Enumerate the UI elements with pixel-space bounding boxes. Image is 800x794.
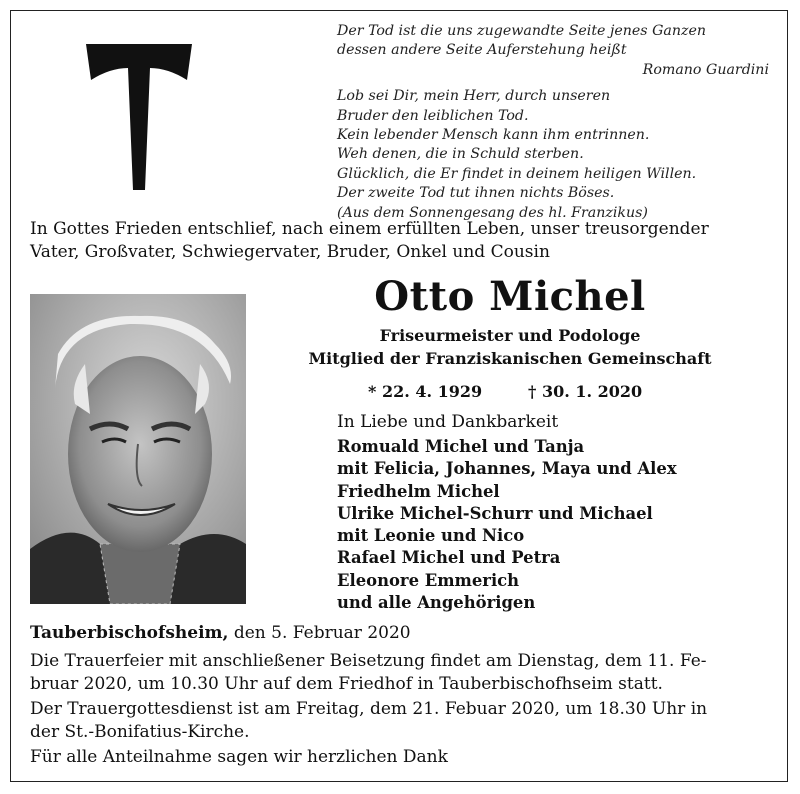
family-member: und alle Angehörigen xyxy=(337,593,536,613)
canticle-line: Lob sei Dir, mein Herr, durch unseren xyxy=(337,88,611,105)
thanks-line: Für alle Anteilnahme sagen wir herzlichen Dank xyxy=(30,747,448,767)
service-line: Der Trauergottesdienst ist am Freitag, dem 21. Febuar 2020, um 18.30 Uhr in xyxy=(30,699,708,719)
place-name: Tauberbischofsheim, xyxy=(30,623,229,643)
dank-line: In Liebe und Dankbarkeit xyxy=(337,412,559,432)
canticle-line: Bruder den leiblichen Tod. xyxy=(337,107,529,124)
canticle-source: (Aus dem Sonnengesang des hl. Franzikus) xyxy=(337,204,648,221)
intro-line: In Gottes Frieden entschlief, nach einem erfüllten Leben, unser treusorgender xyxy=(30,219,709,239)
family-member: mit Felicia, Johannes, Maya und Alex xyxy=(337,459,677,479)
family-member: Eleonore Emmerich xyxy=(337,570,520,590)
family-member: Ulrike Michel-Schurr und Michael xyxy=(337,503,653,523)
service-line: der St.-Bonifatius-Kirche. xyxy=(30,721,250,742)
funeral-line: Die Trauerfeier mit anschließener Beisetzung findet am Dienstag, dem 11. Fe- xyxy=(30,651,707,671)
birth-date: * 22. 4. 1929 xyxy=(368,382,483,401)
canticle-line: Kein lebender Mensch kann ihm entrinnen. xyxy=(337,127,650,144)
family-member: Romuald Michel und Tanja xyxy=(337,437,585,456)
intro-text xyxy=(30,218,780,264)
canticle-line: Weh denen, die in Schuld sterben. xyxy=(337,146,584,163)
profession-block xyxy=(280,324,740,370)
intro-line: Vater, Großvater, Schwiegervater, Bruder, Onkel und Cousin xyxy=(30,242,550,262)
family-member: mit Leonie und Nico xyxy=(337,526,525,546)
quote-line: dessen andere Seite Auferstehung heißt xyxy=(337,42,627,59)
life-dates xyxy=(368,380,688,403)
canticle-line: Glücklich, die Er findet in deinem heiligen Willen. xyxy=(337,165,697,182)
quote-author: Romano Guardini xyxy=(642,61,769,78)
deceased-name: Otto Michel xyxy=(374,273,646,320)
quote-block xyxy=(337,22,769,223)
family-member: Rafael Michel und Petra xyxy=(337,548,561,568)
membership-line: Mitglied der Franziskanischen Gemeinschaft xyxy=(308,349,712,368)
family-member: Friedhelm Michel xyxy=(337,481,500,501)
notice-date: den 5. Februar 2020 xyxy=(228,623,411,643)
funeral-line: bruar 2020, um 10.30 Uhr auf dem Friedhof in Tauberbischofhseim statt. xyxy=(30,673,663,694)
family-list xyxy=(337,436,677,614)
tau-cross-icon xyxy=(84,44,194,190)
death-date: † 30. 1. 2020 xyxy=(528,382,643,401)
service-info xyxy=(30,698,775,743)
place-date-line xyxy=(30,622,411,645)
canticle-line: Der zweite Tod tut ihnen nichts Böses. xyxy=(337,185,615,202)
profession-line: Friseurmeister und Podologe xyxy=(379,326,641,345)
portrait-photo xyxy=(30,294,246,604)
quote-line: Der Tod ist die uns zugewandte Seite jenes Ganzen xyxy=(337,23,707,39)
funeral-info xyxy=(30,650,775,695)
